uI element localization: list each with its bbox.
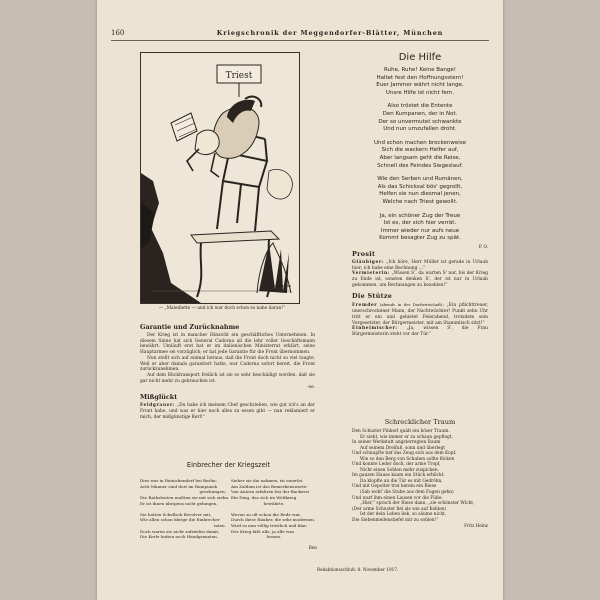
ballad-stanza [140, 478, 230, 507]
traum-line: Und schnupfte tief das Zeug sich aus dem Kopf. [352, 451, 457, 457]
ballad-line: Acht Männer sind dort im Rumpunsk [140, 483, 217, 489]
die-hilfe-title: Die Hilfe [398, 52, 442, 63]
traum-line: Und konnte Leder doch, der arme Tropf, [352, 462, 441, 468]
stuetze-quote: „Ja, wissen S', die Frau Bürgermeisterin steht vor der Tür.“ [352, 326, 488, 337]
traum-line: (Der arme Schuster fiel als wie auf Kohlen) [352, 506, 447, 512]
schrecklicher-traum [352, 418, 488, 532]
ballad-line: gesehungen; [199, 489, 226, 495]
cartoon-sign-text: Triest [225, 71, 253, 81]
poem-line: Haltet fest den Hoffnungsstern! [376, 74, 464, 81]
cartoon-figure-head [195, 130, 219, 155]
stuetze-title: Die Stütze [352, 292, 393, 301]
traum-line: In seiner Werkstatt angsterregten Raum [352, 440, 441, 446]
traum-line: Und warf ihm einen Lausen vor die Füße. [352, 495, 443, 501]
ballad-signature: Ben [308, 545, 317, 551]
poem-line: Helfen sie nun diesmal jenen, [379, 191, 461, 198]
poem-line: Sich die wackern Helfer auf, [381, 147, 459, 154]
poem-line: Schnell des Feindes Siegeslauf. [377, 162, 463, 169]
ballad-line: Doch waren sie nicht zufrieden damit, [140, 528, 220, 534]
ballad-stanza [140, 512, 226, 541]
ballad-line: Dies war in Reinickendorf bei Berlin: [140, 478, 217, 483]
hilfe-stanza [352, 213, 488, 243]
page-header [111, 29, 489, 39]
stuetze-line [352, 326, 488, 337]
traum-line: Nicht einen Sohlen mehr zuspicken. [360, 467, 439, 473]
hilfe-stanza [352, 67, 488, 97]
stuetze-quote: : „Ein pflichttreuer, unerschrockener Mann, der Nachtwächter! Punkt zehn Uhr tritt er ein und gebietet Feierabend, trotzdem sein Vorgesetzter, der Bürgermeister, mit am Stammtisch sitzt!“ [352, 303, 489, 326]
poem-line: Der so unvermutet schwankte [378, 118, 462, 125]
ballad-stanza [231, 512, 317, 541]
cartoon-figure-hat [171, 113, 197, 141]
stuetze-line [352, 302, 488, 326]
ballad-line: Am Zaldum ist das Bemerkenswerte: [231, 483, 308, 489]
ballad-line: Wird es nun völlig tröstlich und klar: [231, 522, 308, 528]
poem-line: Ist es, der sich hier verrät. [383, 220, 457, 227]
hilfe-stanza [352, 140, 488, 170]
ballad-columns [140, 478, 317, 554]
hilfe-stanza [352, 176, 488, 206]
magazine-page [97, 0, 503, 600]
cartoon-illustration [140, 52, 300, 304]
traum-signature: Fritz Heinz [464, 523, 488, 529]
traum-line: Den Schuster Pinkerl quält ein böser Traum. [352, 429, 450, 434]
ballad-line: Der Krieg läßt alle, ja alle was [231, 528, 294, 534]
ballad-line: Durch diese Räuber, die sehr modernen, [231, 517, 316, 523]
ballad-line: Ein Ding, das sich im Weltkrieg [231, 495, 297, 501]
traum-line: Auf seinem Dreifuß, sonn und überlegt [360, 445, 445, 451]
ballad-einbrecher [140, 461, 317, 554]
poem-line: Also tröstet die Entente [387, 103, 453, 110]
poem-line: Den Kumpanen, der in Not. [382, 110, 458, 117]
traum-lines [352, 429, 488, 523]
ballad-line: Sie hatten Schellsch Revolver mit, [140, 511, 212, 517]
cartoon-drawing [141, 53, 299, 303]
poem-line: Als das Schicksal bös' gegrollt, [377, 183, 463, 190]
traum-title: Schrecklicher Traum [384, 418, 456, 426]
footer-redaktionsschluss: Redaktionsschluß: 8. November 1917. [317, 567, 399, 572]
poem-line: Und schon machen brockenweise [373, 139, 467, 146]
poem-line: Wie den Serben und Rumänen, [377, 176, 463, 183]
ballad-column-1 [140, 478, 230, 554]
traum-line: Wie so den Berg von Schuhen sollte flicken [360, 456, 455, 462]
hilfe-stanza [352, 103, 488, 133]
poem-line: Welche nach Triest gewollt. [382, 198, 458, 205]
ballad-line: Von Autern erfahren bei der Backerei [231, 489, 310, 495]
ballad-line: lernen. [266, 534, 282, 540]
cartoon-bundle [267, 169, 292, 199]
ballad-title: Einbrecher der Kriegszeit [186, 461, 271, 469]
ballad-line: Wovon zu oft schon die Rede war, [231, 511, 301, 517]
stuetze-speaker: Fremder [352, 303, 378, 309]
traum-line: Die Siebenmeilenstiefel mir zu sohlen!“ [352, 517, 439, 523]
ballad-line: taten. [213, 522, 226, 528]
missgluckt-speaker: Feldgrauer: [140, 403, 176, 409]
garantie-signature: -oe. [307, 384, 315, 390]
prosit-title: Prosit [352, 249, 376, 258]
header-rule [111, 40, 489, 41]
traum-line: Im ganzen Hause kaum ein Stück erblickt. [352, 473, 445, 479]
ballad-line: Sieher sie die nahmen, ist einerlei. [231, 478, 304, 483]
traum-line: „Hier,“ sprach der Riese dann, „sie schönster Wicht, [360, 501, 475, 507]
traum-line: Ist der dein Leben lieb, so säume nicht, [360, 512, 447, 518]
stuetze-aside: (abends in der Dorfwirtschaft) [379, 302, 443, 308]
traum-line: Und mit Gepolter trat herein ein Riese [352, 484, 437, 490]
prosit-speaker: Gläubiger: [352, 259, 384, 265]
page-number: 160 [111, 29, 125, 37]
poem-line: Aber langsam geht die Reise, [379, 154, 461, 161]
prosit-quote: „Wissen S', da warten S' nur, bis der Krieg zu Ende ist, sonsten denken S', der ist nur in Urlaub gekommen, um Rechnungen zu bezahlen!“ [352, 271, 488, 288]
cartoon-table-leg-left [197, 243, 201, 297]
traum-line: Er sieht, wie immer er zu schaun gepflegt, [360, 434, 453, 440]
traum-line: Da klopfte an die Tür es mit Gedröhn, [360, 478, 443, 484]
ballad-line: bewährte. [263, 500, 285, 506]
cartoon-signature: Zacharias [271, 283, 291, 288]
prosit-line [352, 260, 488, 271]
garantie-paragraph-3: Auf dem Rücktransport freilich ist sie so sehr beschädigt worden, daß sie gar nicht mehr zu gebrauchen ist. [140, 372, 315, 384]
poem-line: Euer Jammer währt nicht lange, [376, 82, 464, 89]
cartoon-table-top [191, 231, 279, 243]
prosit-speaker: Vermieterin: [352, 271, 391, 277]
poem-line: Ruhe, Ruhe! Keine Bange! [384, 67, 456, 73]
poem-line: Unsre Hilfe ist nicht fern. [385, 89, 455, 96]
missgluckt-text [140, 403, 315, 420]
ballad-line: Die Rathsleuten mußten sie mit sich ziehn. [140, 495, 230, 501]
prosit-line [352, 271, 488, 288]
ballad-line: Die Kerle hatten noch Handgranaten. [140, 534, 219, 540]
garantie-paragraph-1: Der Krieg ist in mancher Hinsicht ein geschäftliches Unternehmen. In diesem Sinne hat sich General Cadorna all die lehr voller Geschäftsmann bewährt. Umläuft erst hat er im italienischen Ministerrat erklärt, seine Hauptarmee sei vorzüglich; er hat jede Garantie für die Front übernommen. [140, 333, 315, 356]
poem-line: Immer wieder nur aufs neue [380, 227, 460, 234]
missgluckt-quote: „Du habe ich meinem Chef geschrieben, wie gut ich's an der Front habe, und was er hier noch alles zu essen gibt — nun reklamiert er mich, der mißgünstige Kerl!“ [140, 403, 315, 420]
ballad-line: Er ist ihnen übrigens nicht gelungen. [140, 500, 218, 506]
poem-line: Ja, ein schöner Zug der Treue [379, 212, 461, 219]
garantie-paragraph-2: Nun stellt sich auf einmal heraus, daß die Front doch nicht so viel taugte. Weil er aber damals garantiert hatte, war Cadorna sofort bereit, die Front zurückzunehmen. [140, 355, 315, 373]
ballad-line: Wie allen schon übrige die Einbrecher [140, 517, 220, 523]
poem-line: Kommt besagter Zug zu spät. [379, 235, 461, 242]
die-hilfe-signature: P. O. [478, 243, 488, 249]
ballad-stanza [231, 478, 317, 507]
ballad-column-2 [231, 478, 317, 554]
running-title: Kriegschronik der Meggendorfer-Blätter, München [216, 29, 444, 37]
right-column [352, 52, 488, 338]
garantie-title: Garantie und Zurücknahme [140, 323, 240, 331]
prosit-quote: „Ich höre, Herr Müller ist gerade in Urlaub hier; ich habe eine Rechnung ...“ [352, 259, 488, 271]
left-column [140, 323, 315, 420]
poem-line: Und nun umzufallen droht. [383, 126, 457, 133]
traum-line: (Sah wohl' die Stube aus dem Fugen gehn) [360, 490, 454, 496]
cartoon-caption: — „Malediette — und ich war doch schon so nahe daran!“ [158, 306, 286, 311]
missgluckt-title: Mißglückt [140, 393, 178, 402]
stuetze-speaker: Einheimischer: [352, 326, 398, 332]
